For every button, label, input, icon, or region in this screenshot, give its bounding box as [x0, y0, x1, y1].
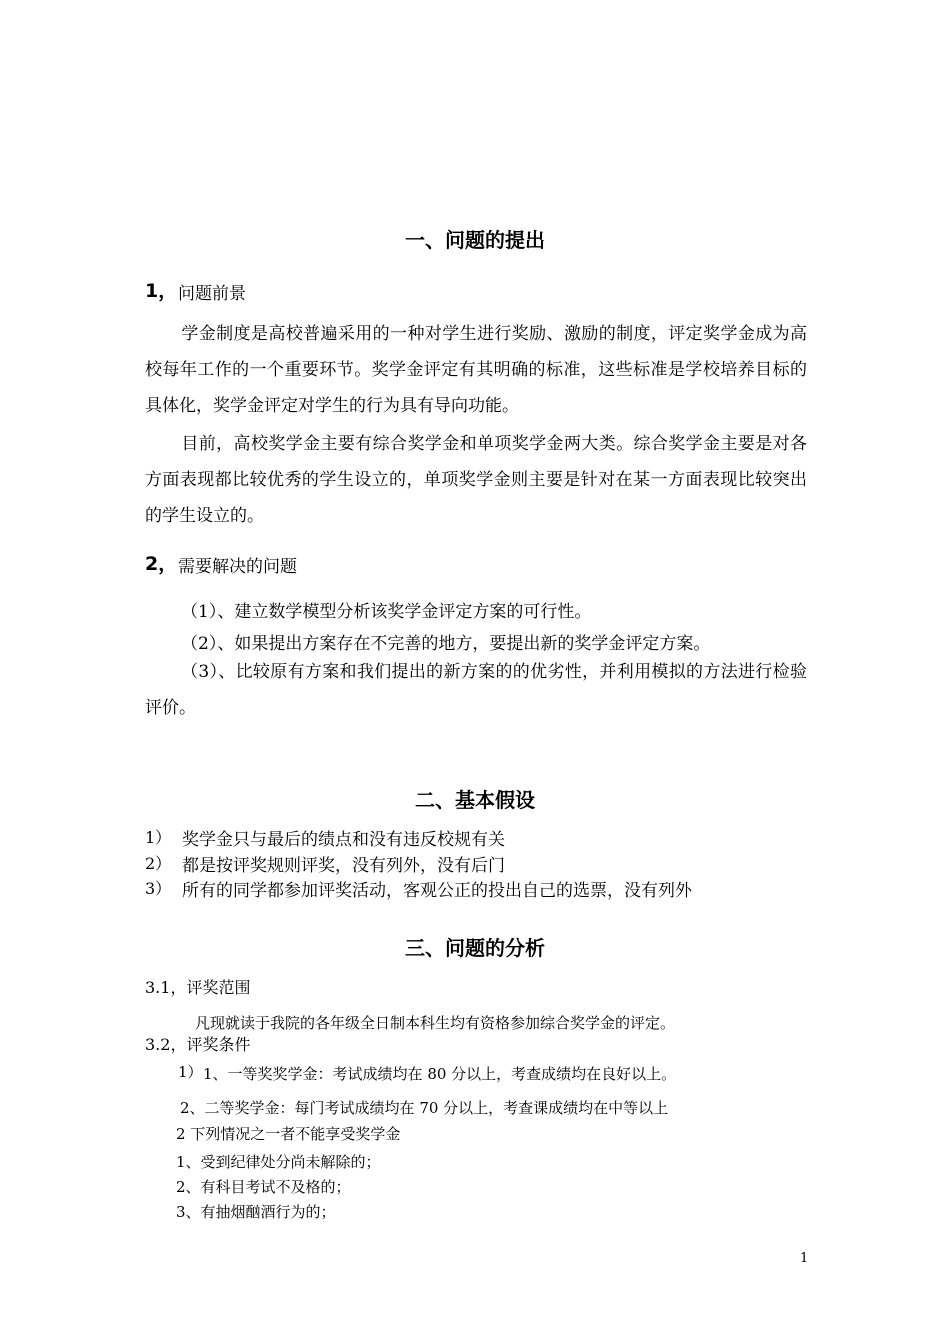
assumption-number-2: 2） — [145, 854, 172, 873]
assumption-1: 奖学金只与最后的绩点和没有违反校规有关 — [182, 830, 505, 850]
condition-prefix: 1） — [178, 1063, 203, 1081]
assumption-number-3: 3） — [145, 879, 172, 898]
page-number: 1 — [800, 1251, 809, 1266]
problem-item-2: （2）、如果提出方案存在不完善的地方，要提出新的奖学金评定方案。 — [181, 634, 711, 654]
subsection-number-2: 2， — [145, 553, 178, 575]
problem-item-3: （3）、比较原有方案和我们提出的新方案的的优劣性，并利用模拟的方法进行检验评价。 — [145, 662, 807, 718]
problem-item-1: （1）、建立数学模型分析该奖学金评定方案的可行性。 — [181, 602, 592, 622]
exclusion-1: 1、受到纪律处分尚未解除的； — [176, 1153, 381, 1171]
subsection-title-problems: 需要解决的问题 — [178, 557, 297, 577]
condition-first-prize: 1、一等奖奖学金：考试成绩均在 80 分以上，考查成绩均在良好以上。 — [203, 1065, 677, 1083]
section-title-1: 一、问题的提出 — [405, 228, 545, 252]
subsection-3-2: 3.2，评奖条件 — [145, 1035, 251, 1054]
exclusion-3: 3、有抽烟酗酒行为的； — [176, 1203, 336, 1221]
section-title-2: 二、基本假设 — [415, 788, 535, 812]
subsection-number-1: 1， — [145, 280, 178, 302]
condition-second-prize: 2、二等奖学金：每门考试成绩均在 70 分以上，考查课成绩均在中等以上 — [180, 1099, 669, 1117]
paragraph-current-status — [145, 426, 807, 534]
paragraph-background — [145, 316, 807, 424]
assumption-2: 都是按评奖规则评奖，没有列外，没有后门 — [182, 856, 505, 876]
subsection-title-background: 问题前景 — [178, 284, 246, 304]
paragraph-background-text: 学金制度是高校普遍采用的一种对学生进行奖励、激励的制度，评定奖学金成为高校每年工作的一个重要环节。奖学金评定有其明确的标准，这些标准是学校培养目标的具体化，奖学金评定对学生的行为具有导向功能。 — [145, 324, 807, 416]
assumption-number-1: 1） — [145, 828, 172, 847]
scope-text: 凡现就读于我院的各年级全日制本科生均有资格参加综合奖学金的评定。 — [195, 1014, 676, 1032]
paragraph-current-status-text: 目前，高校奖学金主要有综合奖学金和单项奖学金两大类。综合奖学金主要是对各方面表现都比较优秀的学生设立的，单项奖学金则主要是针对在某一方面表现比较突出的学生设立的。 — [145, 434, 807, 526]
condition-exclusion-heading: 2 下列情况之一者不能享受奖学金 — [176, 1125, 401, 1143]
exclusion-2: 2、有科目考试不及格的； — [176, 1178, 351, 1196]
section-title-3: 三、问题的分析 — [405, 936, 545, 960]
subsection-3-1: 3.1，评奖范围 — [145, 978, 251, 997]
assumption-3: 所有的同学都参加评奖活动，客观公正的投出自己的选票，没有列外 — [182, 881, 692, 901]
